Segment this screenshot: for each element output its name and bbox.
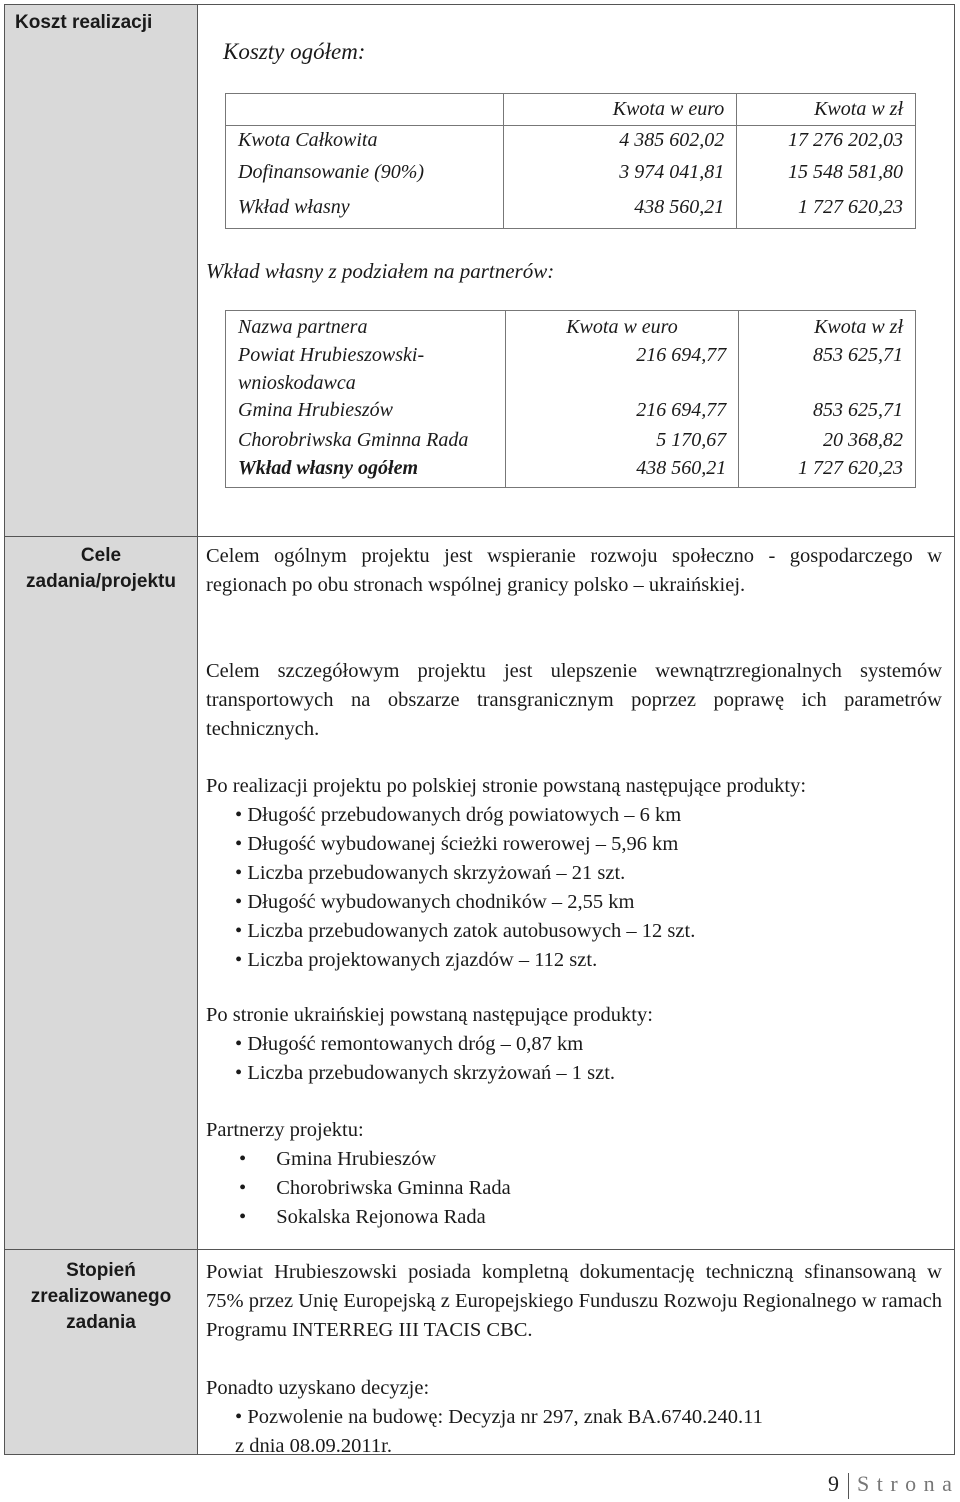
list-item [235,888,942,917]
list-item-text: Liczba przebudowanych skrzyżowań – 1 szt. [247,1062,616,1084]
pl-products-list [206,801,942,975]
table-cell: 17 276 202,03 [737,126,916,159]
pl-products-block [206,772,942,975]
decision-line2: z dnia 08.09.2011r. [235,1435,392,1457]
header-cell: Kwota w zł [737,94,916,126]
list-item [235,801,942,830]
table-cell: Powiat Hrubieszowski-wnioskodawca [226,341,506,397]
list-item-text: Długość wybudowanych chodników – 2,55 km [247,891,635,913]
bullet-icon: • [239,1177,247,1199]
goal-general: Celem ogólnym projektu jest wspieranie rozwoju społeczno - gospodarczego w regionach po obu stronach wspólnej granicy polsko – ukraińskiej. [206,545,942,596]
table-cell: Gmina Hrubieszów [226,397,506,426]
row-divider [5,536,954,537]
bullet-icon: • [235,920,243,942]
partners-intro: Partnerzy projektu: [206,1119,364,1141]
goal-specific: Celem szczegółowym projektu jest ulepszenie wewnątrzregionalnych systemów transportowych na obszarze transgranicznym poprzez poprawę ich parametrów technicznych. [206,660,942,740]
decisions-intro: Ponadto uzyskano decyzje: [206,1377,430,1399]
header-cell [226,94,504,126]
list-item-text: Liczba projektowanych zjazdów – 112 szt. [247,949,598,971]
progress-text: Powiat Hrubieszowski posiada kompletną dokumentację techniczną sfinansowaną w 75% przez Unię Europejską z Europejskiego Funduszu Rozwoju Regionalnego w ramach Programu INTERREG III TACIS CBC. [206,1261,942,1341]
bullet-icon: • [235,1406,243,1428]
bullet-icon: • [235,1062,243,1084]
table-total-row [226,454,916,488]
header-cell: Kwota w zł [739,311,916,341]
partners-list [206,1145,942,1232]
list-item-text: Liczba przebudowanych zatok autobusowych – 12 szt. [247,920,696,942]
bullet-icon: • [235,862,243,884]
table-row [226,341,916,397]
bullet-icon: • [235,949,243,971]
page-number: 9 [828,1471,840,1496]
list-item [235,1059,942,1088]
table-cell: Wkład własny [226,192,504,229]
partners-block [206,1116,942,1232]
bullet-icon: • [239,1206,247,1228]
list-item [235,917,942,946]
table-cell: 853 625,71 [739,397,916,426]
header-cell: Nazwa partnera [226,311,506,341]
list-item-text: Gmina Hrubieszów [276,1148,437,1170]
list-item [239,1203,942,1232]
table-cell: 1 727 620,23 [737,192,916,229]
partners-split-heading: Wkład własny z podziałem na partnerów: [206,259,555,283]
footer-divider [848,1473,849,1499]
partners-header-row [226,311,916,341]
pl-products-intro: Po realizacji projektu po polskiej stronie powstaną następujące produkty: [206,775,807,797]
table-cell: 438 560,21 [505,454,739,488]
list-item [235,830,942,859]
table-cell: 1 727 620,23 [739,454,916,488]
form-frame [4,4,955,1455]
decision-line1: Pozwolenie na budowę: Decyzja nr 297, znak BA.6740.240.11 [247,1406,763,1428]
bullet-icon: • [235,891,243,913]
list-item [239,1174,942,1203]
table-cell: Kwota Całkowita [226,126,504,159]
table-row [226,126,916,159]
table-row [226,426,916,454]
list-item [235,1030,942,1059]
table-cell: Wkład własny ogółem [226,454,506,488]
page-word: S t r o n a [857,1471,953,1496]
ua-products-block [206,1001,942,1088]
table-cell: 853 625,71 [739,341,916,397]
list-item-text: Chorobriwska Gminna Rada [276,1177,511,1199]
header-cell: Kwota w euro [505,311,739,341]
costs-header-row [226,94,916,126]
list-item-text: Długość wybudowanej ścieżki rowerowej – 5,96 km [247,833,679,855]
label-goals: Cele zadania/projektu [5,536,198,1249]
ua-products-intro: Po stronie ukraińskiej powstaną następujące produkty: [206,1004,653,1026]
bullet-icon: • [239,1148,247,1170]
table-cell: 5 170,67 [505,426,739,454]
partners-split-table [225,310,916,488]
table-row [226,159,916,192]
table-cell: 15 548 581,80 [737,159,916,192]
table-cell: 4 385 602,02 [503,126,737,159]
page-footer [828,1471,953,1499]
bullet-icon: • [235,1033,243,1055]
decisions-block [206,1374,942,1461]
list-item-text: Sokalska Rejonowa Rada [276,1206,486,1228]
list-item-text: Liczba przebudowanych skrzyżowań – 21 szt. [247,862,626,884]
costs-heading: Koszty ogółem: [223,39,366,64]
table-row [226,397,916,426]
header-cell: Kwota w euro [503,94,737,126]
list-item [239,1145,942,1174]
bullet-icon: • [235,804,243,826]
table-cell: 216 694,77 [505,341,739,397]
label-cost: Koszt realizacji [5,5,198,536]
table-cell: 20 368,82 [739,426,916,454]
decision-item [206,1403,942,1432]
row-divider [5,1249,954,1250]
label-progress: Stopień zrealizowanego zadania [5,1249,198,1454]
table-cell: Dofinansowanie (90%) [226,159,504,192]
list-item-text: Długość remontowanych dróg – 0,87 km [247,1033,584,1055]
bullet-icon: • [235,833,243,855]
costs-table [225,93,916,229]
ua-products-list [206,1030,942,1088]
list-item [235,946,942,975]
table-cell: 3 974 041,81 [503,159,737,192]
table-cell: Chorobriwska Gminna Rada [226,426,506,454]
list-item-text: Długość przebudowanych dróg powiatowych – 6 km [247,804,682,826]
list-item [235,859,942,888]
table-cell: 438 560,21 [503,192,737,229]
table-cell: 216 694,77 [505,397,739,426]
table-row [226,192,916,229]
